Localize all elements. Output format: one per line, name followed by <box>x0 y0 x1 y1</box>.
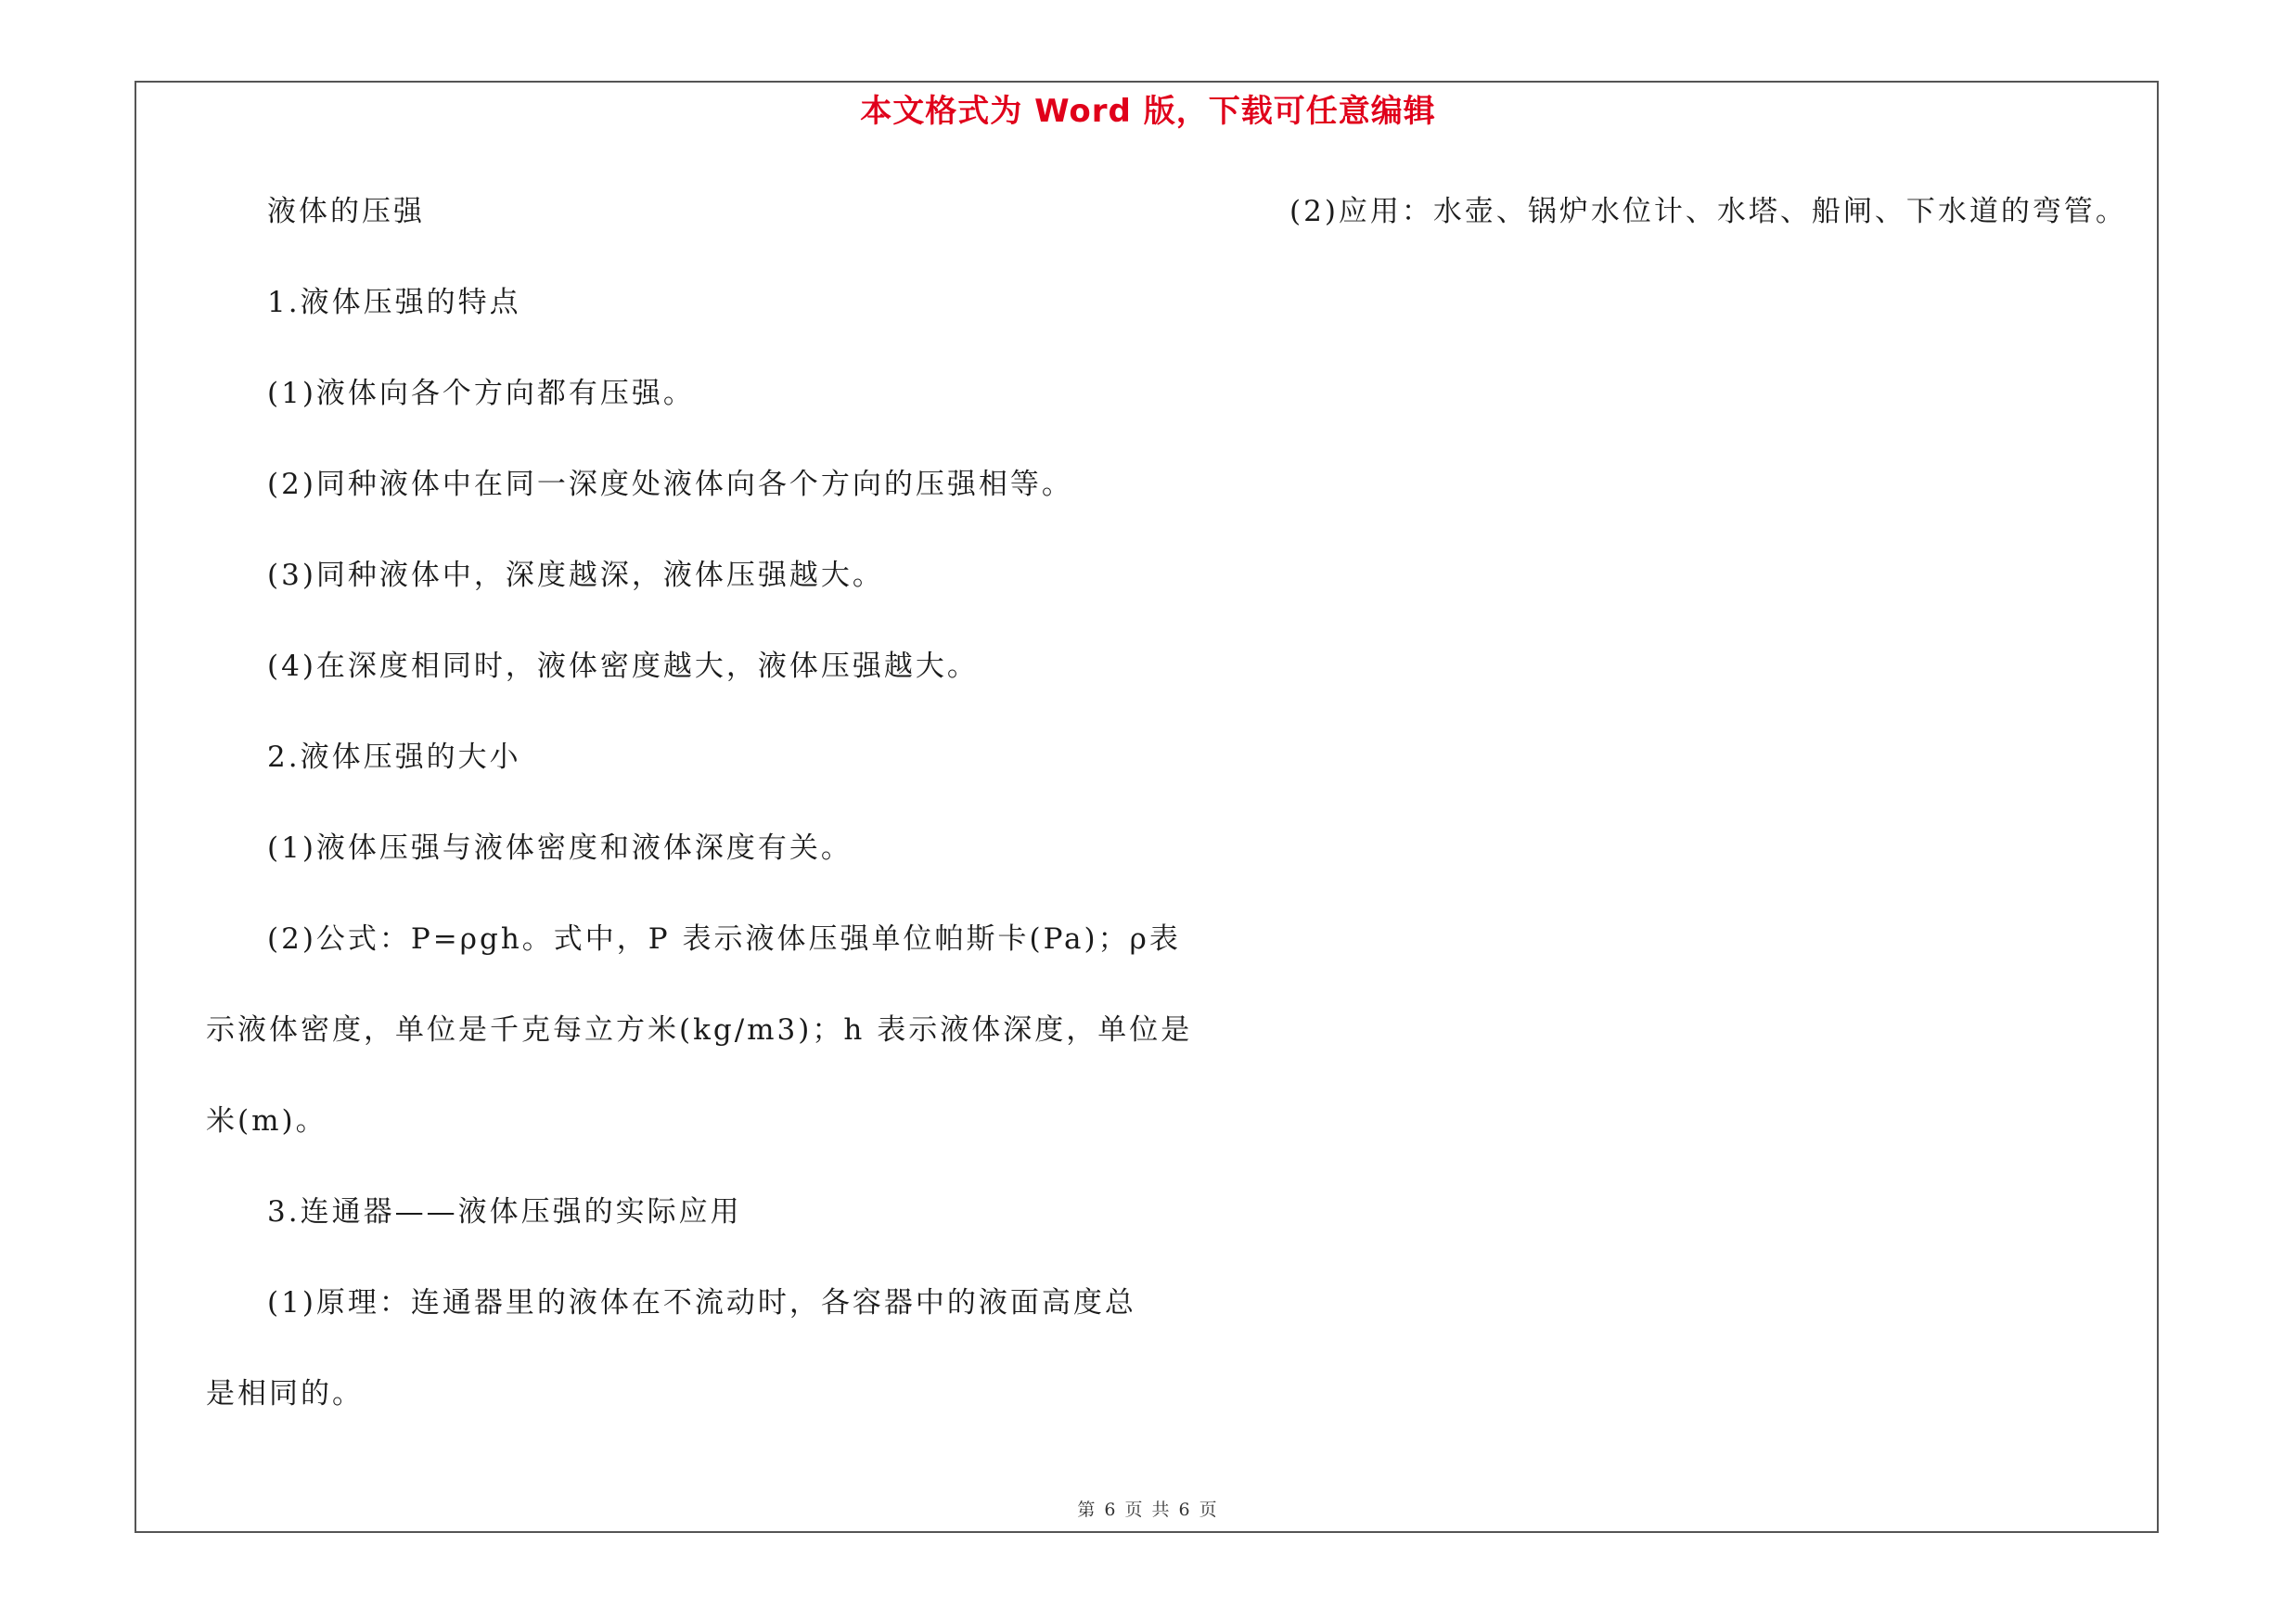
heading-3: 3.连通器——液体压强的实际应用 <box>267 1195 742 1229</box>
paragraph: (2)公式：P=ρgh。式中，P 表示液体压强单位帕斯卡(Pa)；ρ表 <box>267 922 1181 956</box>
document-header-notice: 本文格式为 Word 版，下载可任意编辑 <box>860 93 1436 130</box>
paragraph: (4)在深度相同时，液体密度越大，液体压强越大。 <box>267 650 979 683</box>
paragraph: (2)应用：水壶、锅炉水位计、水塔、船闸、下水道的弯管。 <box>1289 195 2127 228</box>
section-title: 液体的压强 <box>267 195 425 228</box>
paragraph: (2)同种液体中在同一深度处液体向各个方向的压强相等。 <box>267 468 1073 501</box>
page-footer: 第 6 页 共 6 页 <box>1077 1500 1219 1520</box>
paragraph: (3)同种液体中，深度越深，液体压强越大。 <box>267 559 884 592</box>
paragraph: (1)液体向各个方向都有压强。 <box>267 377 695 410</box>
heading-2: 2.液体压强的大小 <box>267 741 521 774</box>
paragraph: (1)原理：连通器里的液体在不流动时，各容器中的液面高度总 <box>267 1286 1136 1320</box>
paragraph-continuation: 是相同的。 <box>206 1377 364 1410</box>
heading-1: 1.液体压强的特点 <box>267 286 521 319</box>
paragraph-continuation: 示液体密度，单位是千克每立方米(kg/m3)；h 表示液体深度，单位是 <box>206 1013 1193 1047</box>
paragraph-continuation: 米(m)。 <box>206 1104 327 1138</box>
paragraph: (1)液体压强与液体密度和液体深度有关。 <box>267 831 853 865</box>
